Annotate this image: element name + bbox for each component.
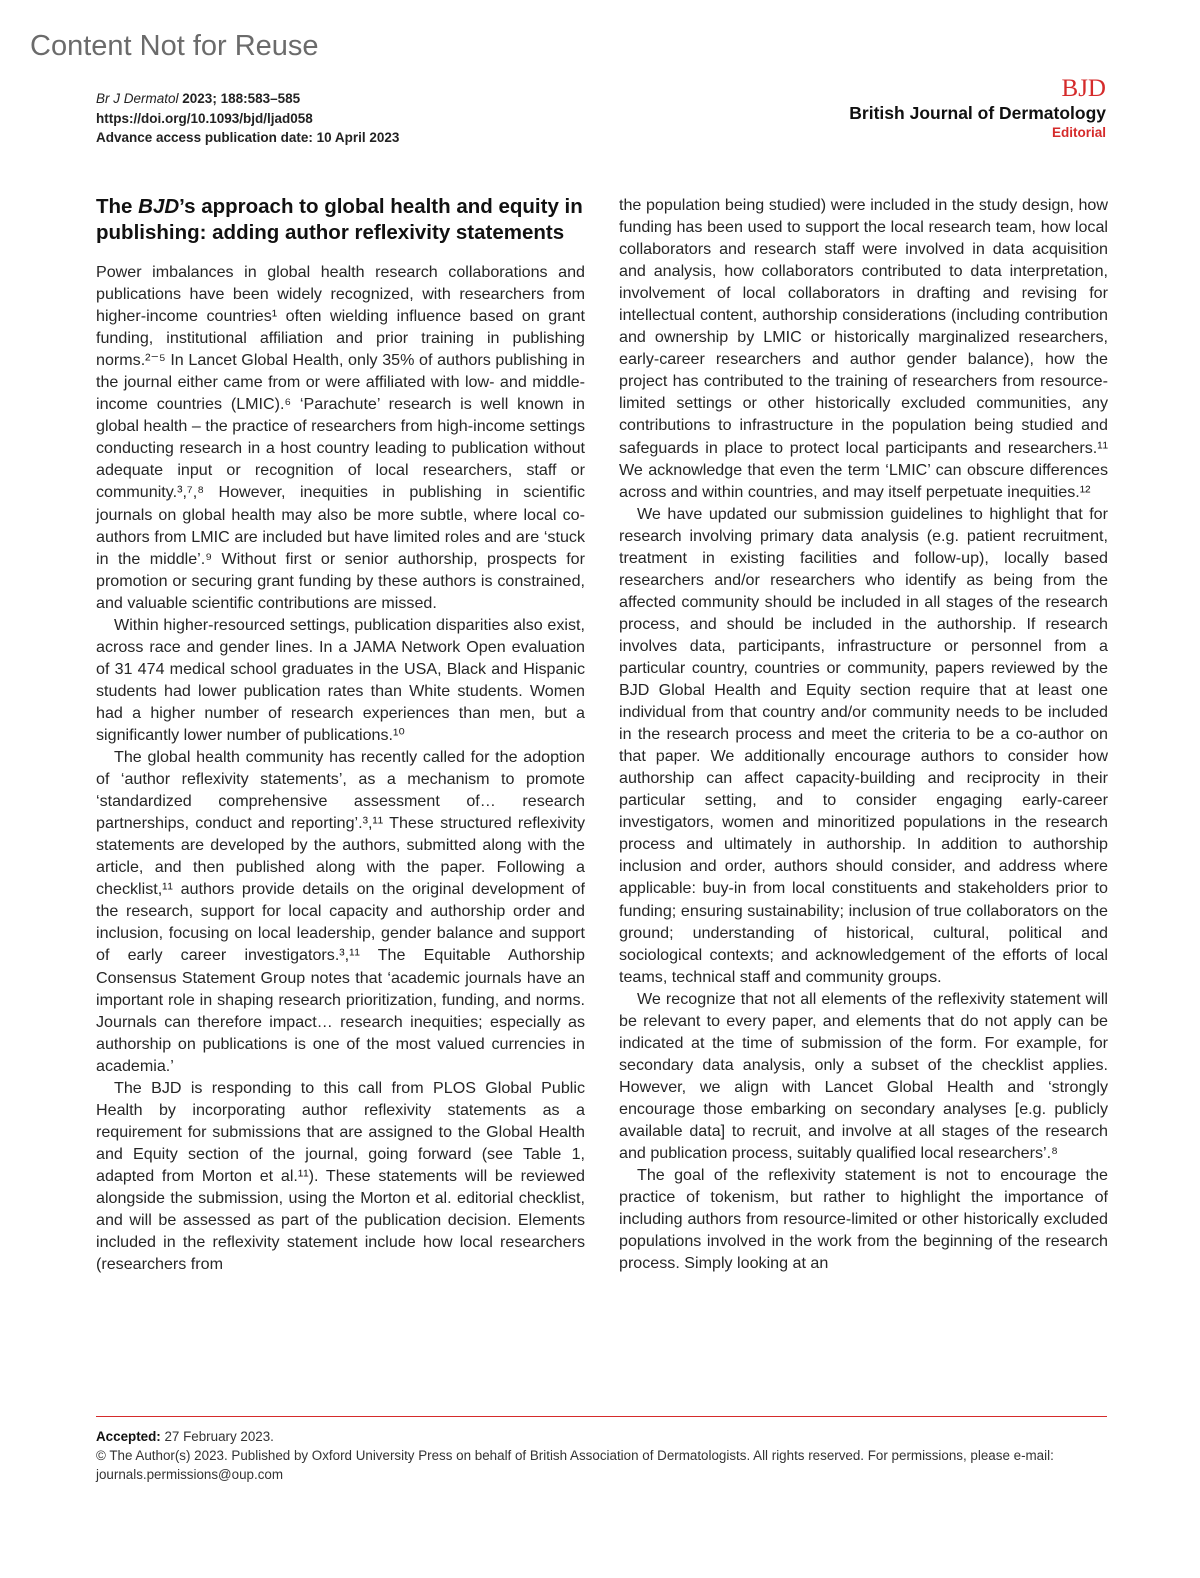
- citation-journal: Br J Dermatol: [96, 91, 179, 106]
- journal-header: [849, 76, 1106, 142]
- paragraph: We recognize that not all elements of the reflexivity statement will be relevant to every paper, and elements that do not apply can be indicated at the time of submission of the form. For example, for secondary data analysis, only a subset of the checklist applies. However, we align with Lancet Global Health and ‘strongly encourage those embarking on secondary analyses [e.g. publicly available data] to recruit, and involve at all stages of the research and publication process, suitably qualified local researchers’.⁸: [619, 989, 1108, 1163]
- paragraph: Within higher-resourced settings, publication disparities also exist, across race and gender lines. In a JAMA Network Open evaluation of 31 474 medical school graduates in the USA, Black and Hispanic students had lower publication rates than White students. Women had a higher number of research experiences than men, but a significantly lower number of publications.¹⁰: [96, 615, 585, 744]
- paragraph: The BJD is responding to this call from PLOS Global Public Health by incorporating author reflexivity statements as a requirement for submissions that are assigned to the Global Health and Equity section of the journal, going forward (see Table 1, adapted from Morton et al.¹¹). These statements will be reviewed alongside the submission, using the Morton et al. editorial checklist, and will be assessed as part of the publication decision. Elements included in the reflexivity statement include how local researchers (researchers from: [96, 1078, 585, 1274]
- right-column: [619, 194, 1108, 1274]
- article-meta: [96, 89, 399, 148]
- paragraph: the population being studied) were included in the study design, how funding has been used to support the local research team, how local collaborators and research staff were involved in data acquisition and analysis, how collaborators contributed to data interpretation, involvement of local collaborators in drafting and revising for intellectual content, authorship considerations (including contribution and ownership by LMIC or historically marginalized researchers, early-career researchers and author gender balance), how the project has contributed to the training of researchers from resource-limited settings or other historically excluded communities, any contributions to infrastructure in the population being studied and safeguards in place to protect local participants and researchers.¹¹ We acknowledge that even the term ‘LMIC’ can obscure differences across and within countries, and may itself perpetuate inequities.¹²: [619, 196, 1108, 501]
- advance-access-date: Advance access publication date: 10 April 2023: [96, 130, 400, 145]
- paragraph: The goal of the reflexivity statement is not to encourage the practice of tokenism, but rather to highlight the importance of including authors from resource-limited or other historically excluded populations involved in the work from the beginning of the research process. Simply looking at an: [619, 1166, 1108, 1273]
- accepted-line: [96, 1427, 1107, 1446]
- title-part-2: ’s approach to global health and equity in publishing: adding author reflexivity statements: [96, 195, 583, 244]
- article-title: [96, 194, 585, 246]
- accepted-date: 27 February 2023.: [160, 1429, 274, 1444]
- citation: [96, 89, 399, 109]
- citation-year: 2023;: [178, 91, 221, 106]
- footer: [96, 1427, 1107, 1484]
- paragraph: The global health community has recently called for the adoption of ‘author reflexivity statements’, as a mechanism to promote ‘standardized comprehensive assessment of… research partnerships, conduct and reporting’.³,¹¹ These structured reflexivity statements are developed by the authors, submitted along with the article, and then published along with the paper. Following a checklist,¹¹ authors provide details on the original development of the research, support for local capacity and authorship order and inclusion, focusing on local leadership, gender balance and support of early career investigators.³,¹¹ The Equitable Authorship Consensus Statement Group notes that ‘academic journals have an important role in shaping research prioritization, funding, and norms. Journals can therefore impact… research inequities; especially as authorship on publications is one of the most valued currencies in academia.’: [96, 748, 585, 1075]
- left-column: [96, 194, 585, 1275]
- paragraph: We have updated our submission guidelines to highlight that for research involving primary data analysis (e.g. patient recruitment, treatment in existing facilities and follow-up), locally based researchers and/or researchers who identify as being from the affected community should be included in all stages of the research process, and should be included in the authorship. If research involves data, participants, infrastructure or personnel from a particular country, countries or community, papers reviewed by the BJD Global Health and Equity section require that at least one individual from that country and/or community needs to be included in the research process and meet the criteria to be a co-author on that paper. We additionally encourage authors to consider how authorship can affect capacity-building and reciprocity in their particular setting, and to consider engaging early-career investigators, women and minoritized populations in the research process and ultimately in authorship. In addition to authorship inclusion and order, authors should consider, and address where applicable: buy-in from local constituents and stakeholders prior to funding; ensuring sustainability; inclusion of true collaborators on the ground; understanding of historical, cultural, political and sociological contexts; and acknowledgement of the efforts of local teams, technical staff and community groups.: [619, 504, 1108, 986]
- bjd-logo: BJD: [1061, 75, 1106, 102]
- journal-name: British Journal of Dermatology: [849, 103, 1106, 123]
- doi-link[interactable]: https://doi.org/10.1093/bjd/ljad058: [96, 110, 313, 126]
- citation-volume: 188: [220, 91, 244, 106]
- footer-divider: [96, 1416, 1107, 1417]
- accepted-label: Accepted:: [96, 1429, 161, 1444]
- copyright-notice: © The Author(s) 2023. Published by Oxford University Press on behalf of British Association of Dermatologists. All rights reserved. For permissions, please e-mail: journals.permissions@oup.com: [96, 1448, 1054, 1482]
- paragraph: Power imbalances in global health research collaborations and publications have been widely recognized, with researchers from higher-income countries¹ often wielding influence based on grant funding, institutional affiliation and prior training in publishing norms.²⁻⁵ In Lancet Global Health, only 35% of authors publishing in the journal either came from or were affiliated with low- and middle-income countries (LMIC).⁶ ‘Parachute’ research is well known in global health – the practice of researchers from high-income settings conducting research in a host country leading to publication without adequate input or recognition of local researchers, staff or community.³,⁷,⁸ However, inequities in publishing in scientific journals on global health may also be more subtle, where local co-authors from LMIC are included but have limited roles and are ‘stuck in the middle’.⁹ Without first or senior authorship, prospects for promotion or securing grant funding by these authors is constrained, and valuable scientific contributions are missed.: [96, 263, 585, 612]
- section-label: Editorial: [1051, 125, 1106, 140]
- title-italic: BJD: [138, 195, 180, 218]
- watermark: Content Not for Reuse: [30, 30, 319, 62]
- title-part-1: The: [96, 195, 139, 218]
- citation-pages: :583–585: [243, 91, 301, 106]
